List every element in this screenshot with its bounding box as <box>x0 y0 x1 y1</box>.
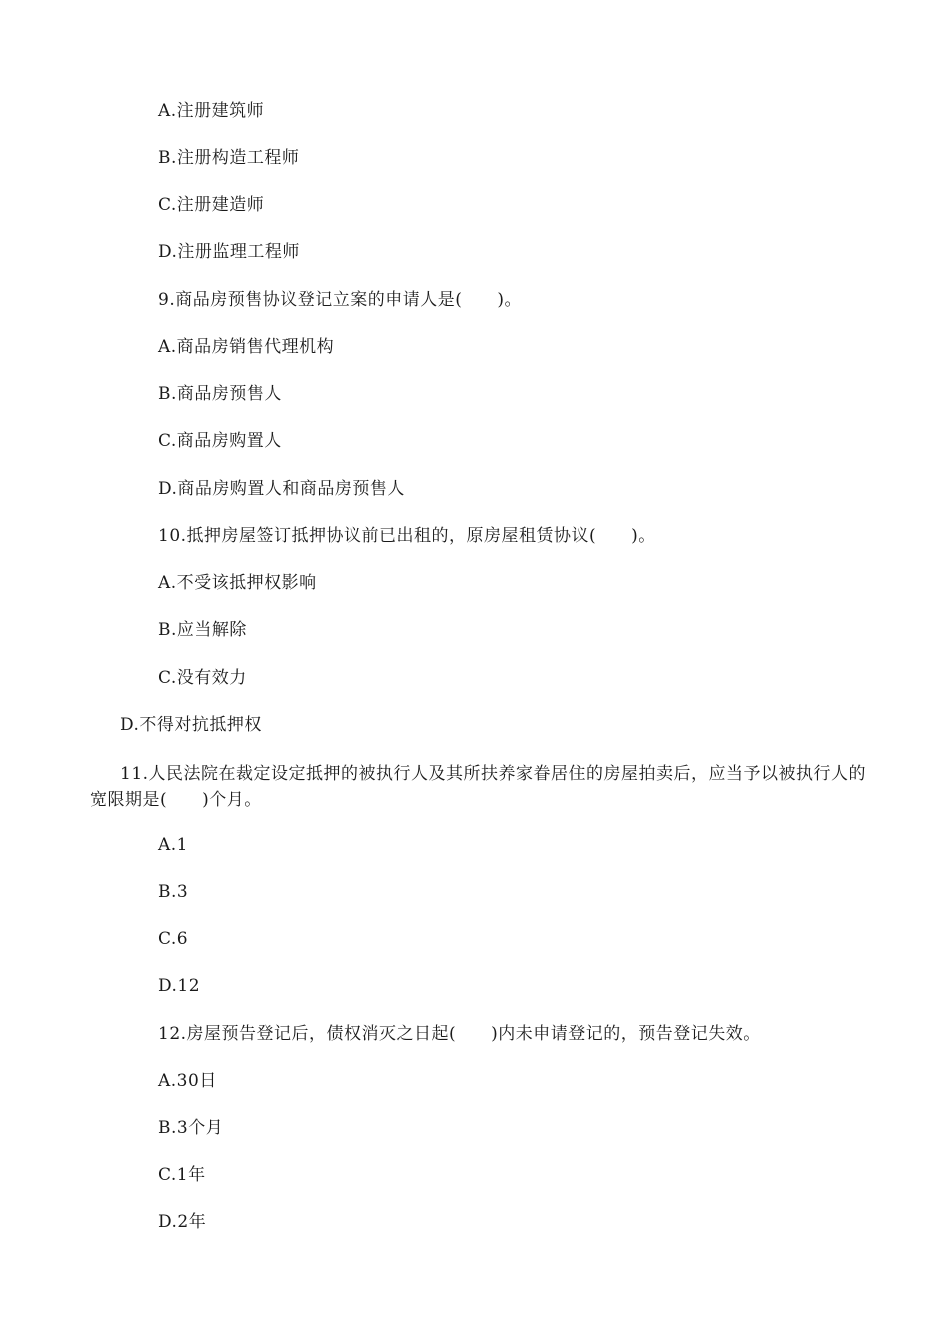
q11-option-a: A.1 <box>158 835 188 855</box>
q12-option-b: B.3个月 <box>158 1118 224 1138</box>
q10-option-b: B.应当解除 <box>158 620 247 640</box>
q12-option-d: D.2年 <box>158 1212 207 1232</box>
q11-question: 11.人民法院在裁定设定抵押的被执行人及其所扶养家眷居住的房屋拍卖后，应当予以被执行人的宽限期是( )个月。 <box>90 764 867 810</box>
q9-question: 9.商品房预售协议登记立案的申请人是( )。 <box>158 290 522 310</box>
q11-option-d: D.12 <box>158 976 201 996</box>
q8-option-a: A.注册建筑师 <box>158 101 265 121</box>
q9-option-c: C.商品房购置人 <box>158 431 282 451</box>
q12-option-c: C.1年 <box>158 1165 206 1185</box>
q11-option-c: C.6 <box>158 929 189 949</box>
q10-option-c: C.没有效力 <box>158 668 247 688</box>
q12-question: 12.房屋预告登记后，债权消灭之日起( )内未申请登记的，预告登记失效。 <box>158 1024 761 1044</box>
q10-question: 10.抵押房屋签订抵押协议前已出租的，原房屋租赁协议( )。 <box>158 526 656 546</box>
q11-option-b: B.3 <box>158 882 189 902</box>
q8-option-d: D.注册监理工程师 <box>158 242 300 262</box>
q9-option-a: A.商品房销售代理机构 <box>158 337 335 357</box>
q10-option-d: D.不得对抗抵押权 <box>120 715 262 735</box>
q12-option-a: A.30日 <box>158 1071 217 1091</box>
q9-option-d: D.商品房购置人和商品房预售人 <box>158 479 405 499</box>
q9-option-b: B.商品房预售人 <box>158 384 282 404</box>
q8-option-c: C.注册建造师 <box>158 195 265 215</box>
q8-option-b: B.注册构造工程师 <box>158 148 300 168</box>
q10-option-a: A.不受该抵押权影响 <box>158 573 317 593</box>
